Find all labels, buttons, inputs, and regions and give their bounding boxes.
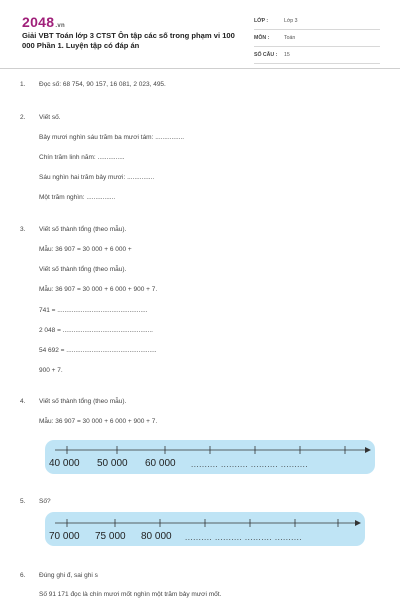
question-line: Chín trăm linh năm: ............... — [39, 154, 125, 161]
meta-key: SỐ CÂU : — [254, 52, 278, 58]
question-number: 5. — [20, 498, 26, 505]
number-line-blanks[interactable]: .......... .......... .......... .......... — [185, 533, 303, 542]
number-line-label: 75 000 — [95, 531, 126, 542]
meta-value: Lớp 3 — [284, 18, 298, 24]
question-text: Đúng ghi đ, sai ghi s — [39, 572, 98, 579]
question-line: Viết số thành tổng (theo mẫu). — [39, 266, 127, 273]
meta-key: MÔN : — [254, 35, 270, 41]
question-line: Mẫu: 36 907 = 30 000 + 6 000 + 900 + 7. — [39, 286, 158, 293]
number-line-label: 70 000 — [49, 531, 80, 542]
question-line: Mẫu: 36 907 = 30 000 + 6 000 + — [39, 246, 132, 253]
question-text: Số? — [39, 498, 51, 505]
page-header — [0, 0, 400, 66]
number-line-label: 50 000 — [97, 458, 128, 469]
question-line: 741 = .................................................. — [39, 307, 148, 314]
meta-key: LỚP : — [254, 18, 269, 24]
number-line-blanks[interactable]: .......... .......... .......... .......... — [191, 460, 309, 469]
question-line: 900 + 7. — [39, 367, 63, 374]
meta-row-count — [254, 49, 380, 64]
number-line-label: 60 000 — [145, 458, 176, 469]
header-divider — [0, 68, 400, 69]
question-number: 6. — [20, 572, 26, 579]
question-number: 2. — [20, 114, 26, 121]
logo-suffix: .vn — [55, 23, 65, 29]
logo-text: 2048 — [22, 14, 55, 30]
question-line: Sáu nghìn hai trăm bảy mươi: ............... — [39, 174, 155, 181]
question-text: Viết số thành tổng (theo mẫu). — [39, 226, 127, 233]
question-line: 2 048 = .................................................. — [39, 327, 153, 334]
question-number: 4. — [20, 398, 26, 405]
meta-row-class — [254, 15, 380, 30]
meta-panel — [254, 15, 380, 66]
question-number: 3. — [20, 226, 26, 233]
question-line: Số 91 171 đọc là chín mươi mốt nghìn một trăm bảy mươi mốt. — [39, 591, 222, 598]
page-title: Giải VBT Toán lớp 3 CTST Ôn tập các số trong phạm vi 100 000 Phần 1. Luyện tập có đáp án — [22, 31, 235, 50]
number-line-q4 — [45, 440, 375, 474]
question-line: 54 692 = .................................................. — [39, 347, 157, 354]
question-text: Đọc số: 68 754, 90 157, 16 081, 2 023, 495. — [39, 81, 166, 88]
number-line-label: 80 000 — [141, 531, 172, 542]
question-line: Một trăm nghìn: ................ — [39, 194, 116, 201]
question-text: Viết số. — [39, 114, 61, 121]
question-line: Mẫu: 36 907 = 30 000 + 6 000 + 900 + 7. — [39, 418, 158, 425]
number-line-label: 40 000 — [49, 458, 80, 469]
meta-value: 15 — [284, 52, 290, 58]
site-logo[interactable] — [22, 14, 65, 30]
number-line-q5 — [45, 512, 365, 546]
meta-row-subject — [254, 32, 380, 47]
meta-value: Toán — [284, 35, 296, 41]
question-line: Bảy mươi nghìn sáu trăm ba mươi tám: ................ — [39, 134, 185, 141]
question-text: Viết số thành tổng (theo mẫu). — [39, 398, 127, 405]
question-number: 1. — [20, 81, 26, 88]
